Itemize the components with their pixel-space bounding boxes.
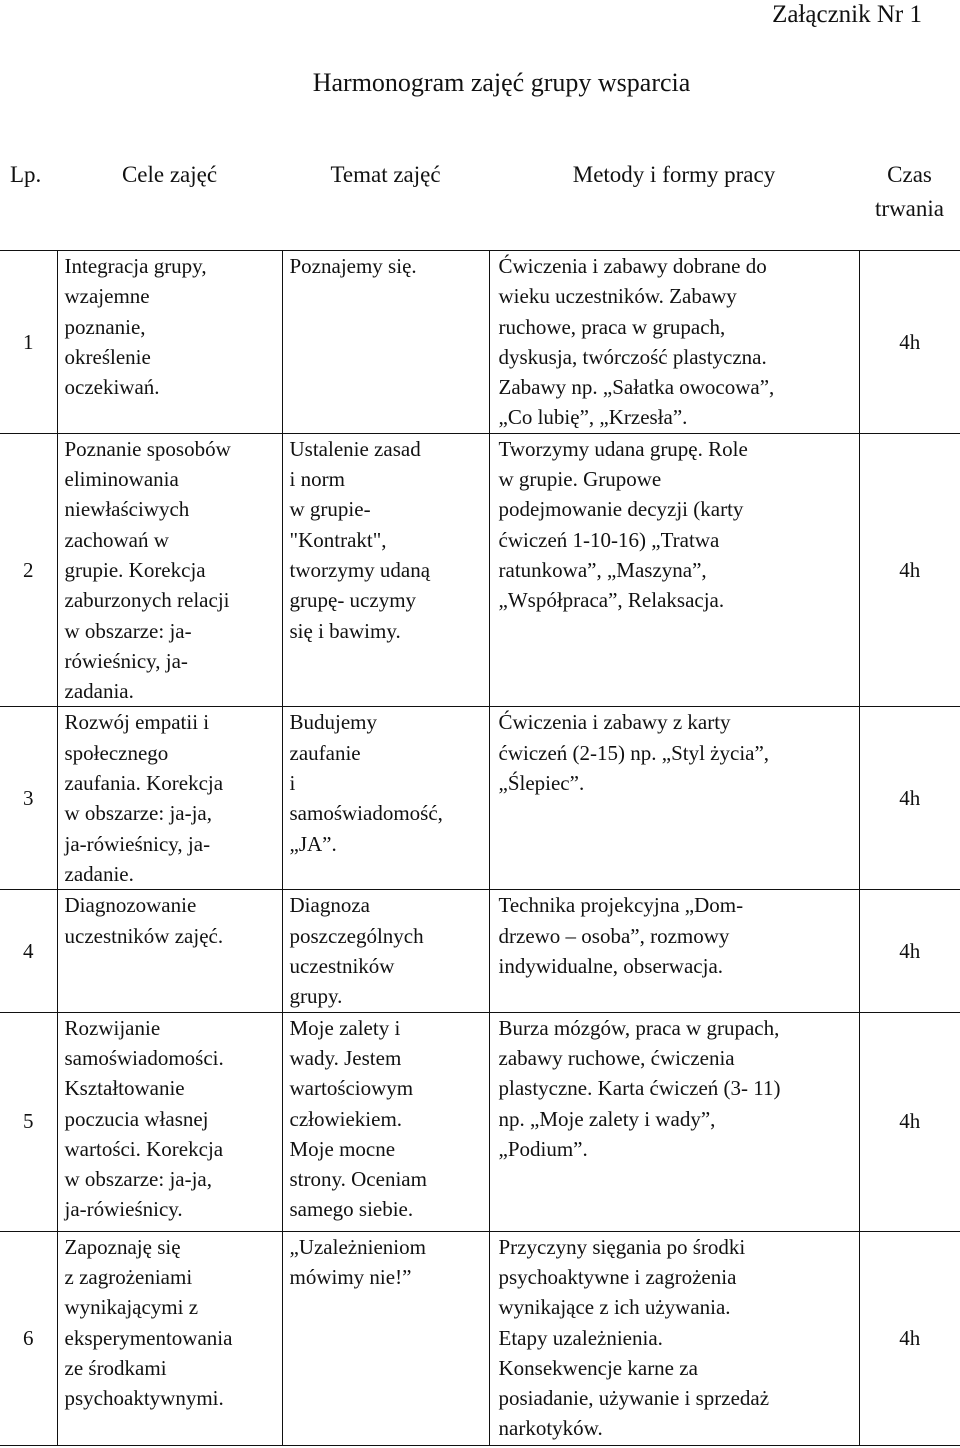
- header-goals: Cele zajęć: [57, 152, 282, 251]
- table-row: [0, 890, 960, 1012]
- row-number: 1: [0, 251, 57, 434]
- row-topic: Poznajemy się.: [282, 251, 489, 434]
- row-topic: Moje zalety i wady. Jestem wartościowym człowiekiem. Moje mocne strony. Oceniam samego siebie.: [282, 1012, 489, 1231]
- row-methods: Burza mózgów, praca w grupach, zabawy ruchowe, ćwiczenia plastyczne. Karta ćwiczeń (3- 11) np. „Moje zalety i wady”, „Podium”.: [489, 1012, 859, 1231]
- table-row: [0, 1012, 960, 1231]
- row-topic: Budujemy zaufanie i samoświadomość, „JA”.: [282, 707, 489, 890]
- row-duration: 4h: [859, 433, 960, 707]
- row-duration: 4h: [859, 251, 960, 434]
- schedule-table: [0, 152, 960, 1446]
- row-goals: Rozwijanie samoświadomości. Kształtowanie poczucia własnej wartości. Korekcja w obszarze: ja-ja, ja-rówieśnicy.: [57, 1012, 282, 1231]
- table-row: [0, 251, 960, 434]
- row-methods: Technika projekcyjna „Dom- drzewo – osoba”, rozmowy indywidualne, obserwacja.: [489, 890, 859, 1012]
- header-lp: Lp.: [0, 152, 57, 251]
- row-goals: Integracja grupy, wzajemne poznanie, określenie oczekiwań.: [57, 251, 282, 434]
- row-topic: Diagnoza poszczególnych uczestników grupy.: [282, 890, 489, 1012]
- row-goals: Zapoznaję się z zagrożeniami wynikającymi z eksperymentowania ze środkami psychoaktywnymi.: [57, 1231, 282, 1445]
- row-duration: 4h: [859, 1012, 960, 1231]
- row-goals: Rozwój empatii i społecznego zaufania. Korekcja w obszarze: ja-ja, ja-rówieśnicy, ja- zadanie.: [57, 707, 282, 890]
- annex-label: Załącznik Nr 1: [772, 1, 922, 28]
- row-goals: Poznanie sposobów eliminowania niewłaściwych zachowań w grupie. Korekcja zaburzonych relacji w obszarze: ja- rówieśnicy, ja- zadania.: [57, 433, 282, 707]
- table-row: [0, 1231, 960, 1445]
- row-topic: Ustalenie zasad i norm w grupie- "Kontrakt", tworzymy udaną grupę- uczymy się i bawimy.: [282, 433, 489, 707]
- row-goals: Diagnozowanie uczestników zajęć.: [57, 890, 282, 1012]
- row-duration: 4h: [859, 890, 960, 1012]
- table-row: [0, 433, 960, 707]
- row-methods: Przyczyny sięgania po środki psychoaktywne i zagrożenia wynikające z ich używania. Etapy uzależnienia. Konsekwencje karne za posiadanie, używanie i sprzedaż narkotyków.: [489, 1231, 859, 1445]
- table-row: [0, 707, 960, 890]
- header-topic: Temat zajęć: [282, 152, 489, 251]
- row-duration: 4h: [859, 707, 960, 890]
- document-title: Harmonogram zajęć grupy wsparcia: [312, 68, 691, 97]
- row-number: 6: [0, 1231, 57, 1445]
- row-number: 5: [0, 1012, 57, 1231]
- row-methods: Ćwiczenia i zabawy dobrane do wieku uczestników. Zabawy ruchowe, praca w grupach, dyskusja, twórczość plastyczna. Zabawy np. „Sałatka owocowa”, „Co lubię”, „Krzesła”.: [489, 251, 859, 434]
- row-methods: Tworzymy udana grupę. Role w grupie. Grupowe podejmowanie decyzji (karty ćwiczeń 1-10-16) „Tratwa ratunkowa”, „Maszyna”, „Współpraca”, Relaksacja.: [489, 433, 859, 707]
- row-number: 4: [0, 890, 57, 1012]
- header-methods: Metody i formy pracy: [489, 152, 859, 251]
- row-number: 2: [0, 433, 57, 707]
- row-duration: 4h: [859, 1231, 960, 1445]
- row-number: 3: [0, 707, 57, 890]
- row-methods: Ćwiczenia i zabawy z karty ćwiczeń (2-15) np. „Styl życia”, „Ślepiec”.: [489, 707, 859, 890]
- header-duration: Czas trwania: [859, 152, 960, 251]
- table-header-row: [0, 152, 960, 251]
- row-topic: „Uzależnieniom mówimy nie!”: [282, 1231, 489, 1445]
